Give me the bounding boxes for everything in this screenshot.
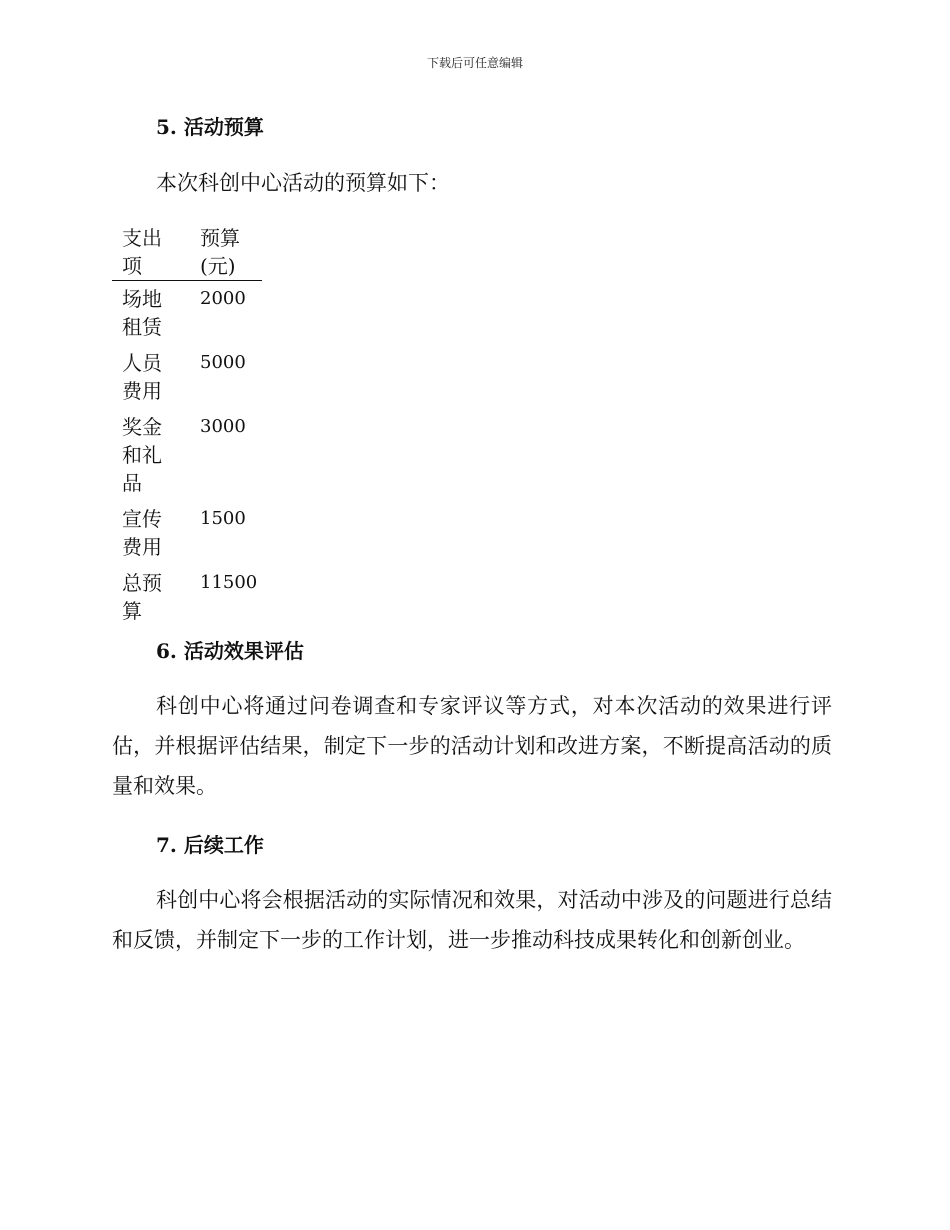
- table-row: [112, 347, 262, 411]
- row-amount: 11500: [200, 572, 258, 593]
- row-item: 人员费用: [122, 351, 162, 403]
- row-item: 总预算: [122, 571, 162, 623]
- budget-table: [112, 224, 262, 631]
- table-row: [112, 411, 262, 503]
- section-6-body: 科创中心将通过问卷调查和专家评议等方式，对本次活动的效果进行评估，并根据评估结果，制定下一步的活动计划和改进方案，不断提高活动的质量和效果。: [112, 694, 832, 798]
- row-amount: 1500: [200, 508, 246, 529]
- row-item: 场地租赁: [122, 287, 162, 339]
- budget-intro: 本次科创中心活动的预算如下：: [156, 171, 450, 195]
- header-item: 支出项: [112, 224, 200, 281]
- section-6-title: 6. 活动效果评估: [156, 639, 304, 663]
- row-item: 宣传费用: [122, 507, 162, 559]
- table-row: [112, 567, 262, 631]
- table-row: [112, 281, 262, 348]
- page-header: 下载后可任意编辑: [426, 56, 523, 70]
- row-amount: 2000: [200, 288, 246, 309]
- header-amount: 预算(元): [200, 224, 262, 281]
- table-header-row: [112, 224, 262, 281]
- row-amount: 3000: [200, 416, 246, 437]
- row-item: 奖金和礼品: [122, 415, 162, 495]
- row-amount: 5000: [200, 352, 246, 373]
- section-5-title: 5. 活动预算: [156, 115, 264, 139]
- section-7-body: 科创中心将会根据活动的实际情况和效果，对活动中涉及的问题进行总结和反馈，并制定下一步的工作计划，进一步推动科技成果转化和创新创业。: [112, 888, 832, 952]
- table-row: [112, 503, 262, 567]
- section-7-title: 7. 后续工作: [156, 833, 264, 857]
